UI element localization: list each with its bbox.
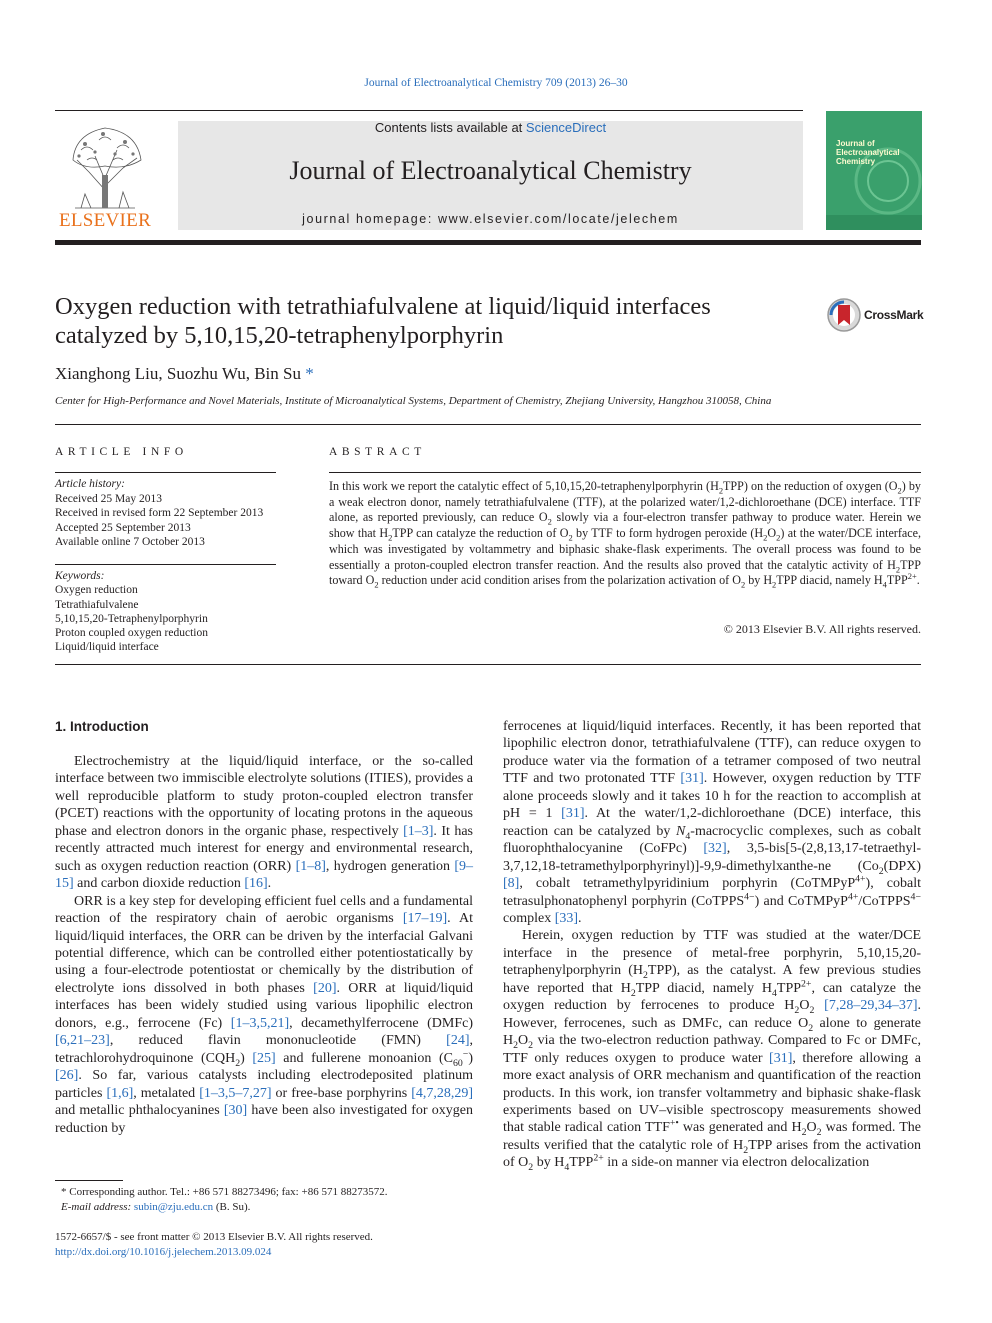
- citation-link[interactable]: [30]: [223, 1103, 248, 1119]
- header-top-rule: [55, 110, 803, 111]
- history-item: Available online 7 October 2013: [55, 536, 205, 549]
- sciencedirect-link[interactable]: ScienceDirect: [525, 120, 607, 135]
- citation-link[interactable]: [9–15]: [55, 858, 473, 892]
- cover-title: Journal of Electroanalytical Chemistry: [836, 139, 900, 166]
- citation-link[interactable]: [32]: [703, 841, 727, 857]
- citation-link[interactable]: [31]: [561, 806, 585, 822]
- article-info-rule: [55, 472, 276, 473]
- abstract-rule: [329, 472, 921, 473]
- abstract-end-rule: [55, 664, 921, 665]
- doi-link[interactable]: http://dx.doi.org/10.1016/j.jelechem.2013.09.024: [55, 1246, 272, 1258]
- cover-swirl-graphic: [826, 111, 922, 230]
- keyword-item: 5,10,15,20-Tetraphenylporphyrin: [55, 612, 208, 625]
- citation-link[interactable]: [26]: [55, 1068, 79, 1084]
- history-item: Received in revised form 22 September 2013: [55, 507, 264, 520]
- citation-link[interactable]: [16]: [244, 876, 268, 892]
- author-list: Xianghong Liu, Suozhu Wu, Bin Su *: [55, 364, 314, 383]
- crossmark-label[interactable]: CrossMark: [864, 308, 924, 322]
- journal-cover-image: [826, 111, 922, 230]
- history-item: Received 25 May 2013: [55, 492, 162, 505]
- keywords: Keywords: Oxygen reduction Tetrathiafulvalene 5,10,15,20-Tetraphenylporphyrin Proton coupled oxygen reduction Liquid/liquid interface: [55, 569, 285, 655]
- section-heading-introduction: 1. Introduction: [55, 719, 149, 734]
- journal-homepage[interactable]: journal homepage: www.elsevier.com/locate/jelechem: [302, 212, 679, 226]
- keyword-item: Proton coupled oxygen reduction: [55, 627, 208, 640]
- citation-link[interactable]: [31]: [769, 1050, 793, 1066]
- article-title: Oxygen reduction with tetrathiafulvalene at liquid/liquid interfaces catalyzed by 5,10,15,20-tetraphenylporphyrin: [55, 293, 711, 349]
- journal-title: Journal of Electroanalytical Chemistry: [289, 156, 692, 185]
- contents-line: Contents lists available at ScienceDirect: [374, 120, 607, 135]
- body-column-right: [503, 718, 921, 1172]
- citation-link[interactable]: [1–3]: [403, 823, 434, 839]
- citation-link[interactable]: [8]: [503, 876, 520, 892]
- author-email-link[interactable]: subin@zju.edu.cn: [133, 1201, 214, 1213]
- front-matter-notice: 1572-6657/$ - see front matter © 2013 Elsevier B.V. All rights reserved. http://dx.doi.org/10.1016/j.jelechem.2013.09.024: [55, 1230, 485, 1260]
- body-column-left: [55, 753, 473, 1137]
- citation-link[interactable]: [1,6]: [106, 1085, 134, 1101]
- body-paragraph: Herein, oxygen reduction by TTF was studied at the water/DCE interface in the presence of metal-free porphyrin, 5,10,15,20-tetraphenylporphyrin $(H_2TPP)$, as the catalyst. A few previous studies have reported that $H_2TPP$ diacid, namely $H_4TPP^{2+}$, can catalyze the oxygen reduction by ferrocenes to produce $H_2O_2$ [7,28–29,34–37]. However, ferrocenes, such as DMFc, can reduce $O_2$ alone to generate $H_2O_2$ via the two-electron reduction pathway. Compared to Fc or DMFc, TTF only reduces oxygen to produce water [31], therefore allowing a more exact analysis of ORR mechanism and quantification of the reaction products. In this work, ion transfer voltammetry and biphasic shake-flask experiments based on UV–visible spectroscopy measurements showed that stable radical cation TTF+• was generated and $H_2O_2$ was formed. The results verified that the catalytic role of $H_2TPP$ arises from the activation of $O_2$ by $H_4TPP^{2+}$ in a side-on manner via electron delocalization: [503, 928, 922, 1174]
- citation-link[interactable]: [4,7,28,29]: [411, 1085, 474, 1101]
- citation-link[interactable]: [1–3,5–7,27]: [199, 1085, 272, 1101]
- corresponding-author-mark[interactable]: *: [305, 364, 314, 383]
- citation-link[interactable]: [1–8]: [295, 858, 326, 874]
- citation-link[interactable]: [17–19]: [402, 911, 448, 927]
- citation-link[interactable]: [31]: [680, 771, 704, 787]
- history-item: Accepted 25 September 2013: [55, 521, 191, 534]
- affiliation: Center for High-Performance and Novel Materials, Institute of Microanalytical Systems, Department of Chemistry, Zhejiang University, Hangzhou 310058, China: [55, 395, 772, 407]
- body-paragraph: ferrocenes at liquid/liquid interfaces. Recently, it has been reported that lipophilic electron donor, tetrathiafulvalene (TTF), can reduce oxygen to produce water via the formation of a tetramer composed of two neutral TTF and two protonated TTF [31]. However, oxygen reduction by TTF alone proceeds slowly and it takes 10 h for the reaction to accomplish at pH = 1 [31]. At the water/1,2-dichloroethane (DCE) interface, this reaction can be catalyzed by $N_4$-macrocyclic complexes, such as cobalt fluorophthalocyanine (CoFPc) [32], 3,5-bis[5-(2,8,13,17-tetraethyl-3,7,12,18-tetramethylporphyrinyl)]-9,9-dimethylxanthe-ne ($Co_2(DPX)$ [8], cobalt tetramethylpyridinium porphyrin (CoTMPyP$^{4+}$), cobalt tetrasulphonatophenyl porphyrin (CoTPPS$^{4-}$) and CoTMPyP$^{4+}$/CoTPPS$^{4-}$ complex [33].: [503, 719, 922, 926]
- keyword-item: Oxygen reduction: [55, 584, 138, 597]
- citation-link[interactable]: [6,21–23]: [55, 1033, 110, 1049]
- article-history: Article history: Received 25 May 2013 Received in revised form 22 September 2013 Accepted 25 September 2013 Available online 7 October 2013: [55, 477, 285, 550]
- body-paragraph: Electrochemistry at the liquid/liquid interface, or the so-called interface between two immiscible electrolyte solutions (ITIES), provides a well reproducible platform to study proton-coupled electron transfer (PCET) reactions with the opportunity of locating protons in the aqueous phase and electron donors in the organic phase, respectively [1–3]. It has recently attracted much interest for energy and environmental research, such as oxygen reduction reaction (ORR) [1–8], hydrogen generation [9–15] and carbon dioxide reduction [16].: [55, 754, 474, 892]
- abstract-text: In this work we report the catalytic effect of 5,10,15,20-tetraphenylporphyrin $(H_2TPP)$ on the reduction of oxygen $(O_2)$ by a weak electron donor, namely tetrathiafulvalene (TTF), at the polarized water/1,2-dichloroethane (DCE) interface. TTF alone, as reported previously, can reduce $O_2$ slowly via a four-electron transfer pathway to produce water. Herein we show that $H_2TPP$ can catalyze the reduction of $O_2$ by TTF to form hydrogen peroxide $(H_2O_2)$ at the water/DCE interface, which was investigated by voltammetry and biphasic shake-flask experiments. The overall process was found to be essentially a proton-coupled electron transfer reaction. And the results also proved that the catalytic activity of $H_2TPP$ toward $O_2$ reduction under acid condition arises from the polarization activation of $O_2$ by $H_2TPP$ diacid, namely $H_4TPP^{2+}$.: [329, 479, 921, 590]
- footnote-rule: [55, 1180, 123, 1181]
- abstract-copyright: © 2013 Elsevier B.V. All rights reserved.: [723, 622, 921, 636]
- keyword-item: Liquid/liquid interface: [55, 641, 159, 654]
- citation-link[interactable]: [1–3,5,21]: [230, 1015, 290, 1031]
- elsevier-wordmark: ELSEVIER: [58, 210, 152, 231]
- citation-link[interactable]: [20]: [313, 980, 337, 996]
- article-info-heading: ARTICLE INFO: [55, 446, 188, 458]
- citation-link[interactable]: [33]: [554, 910, 579, 926]
- citation-link[interactable]: [25]: [252, 1050, 276, 1066]
- citation-link[interactable]: [24]: [446, 1033, 470, 1049]
- corresponding-author-footnote: * Corresponding author. Tel.: +86 571 88273496; fax: +86 571 88273572. E-mail address: subin@zju.edu.cn (B. Su).: [61, 1186, 388, 1213]
- header-thick-rule: [55, 240, 921, 245]
- journal-reference[interactable]: Journal of Electroanalytical Chemistry 709 (2013) 26–30: [364, 77, 628, 89]
- body-paragraph: ORR is a key step for developing efficient fuel cells and a fundamental reaction of the respiratory chain of aerobic organisms [17–19]. At liquid/liquid interfaces, the ORR can be driven by the interfacial Galvani potential difference, which can be controlled either potentiostatically by using a four-electrode potentiostat or chemically by the distribution of electrolyte ions dissolved in both phases [20]. ORR at liquid/liquid interfaces has been widely studied using various lipophilic electron donors, e.g., ferrocene (Fc) [1–3,5,21], decamethylferrocene (DMFc) [6,21–23], reduced flavin mononucleotide (FMN) [24], tetrachlorohydroquinone $(CQH_2)$ [25] and fullerene monoanion $(C_{60}^-)$ [26]. So far, various catalysts including electrodeposited platinum particles [1,6], metalated [1–3,5–7,27] or free-base porphyrins [4,7,28,29] and metallic phthalocyanines [30] have been also investigated for oxygen reduction by: [55, 893, 474, 1136]
- affiliation-rule: [55, 424, 921, 425]
- abstract-heading: ABSTRACT: [329, 446, 426, 458]
- keywords-rule: [55, 564, 276, 565]
- citation-link[interactable]: [7,28–29,34–37]: [824, 998, 918, 1014]
- keyword-item: Tetrathiafulvalene: [55, 598, 139, 611]
